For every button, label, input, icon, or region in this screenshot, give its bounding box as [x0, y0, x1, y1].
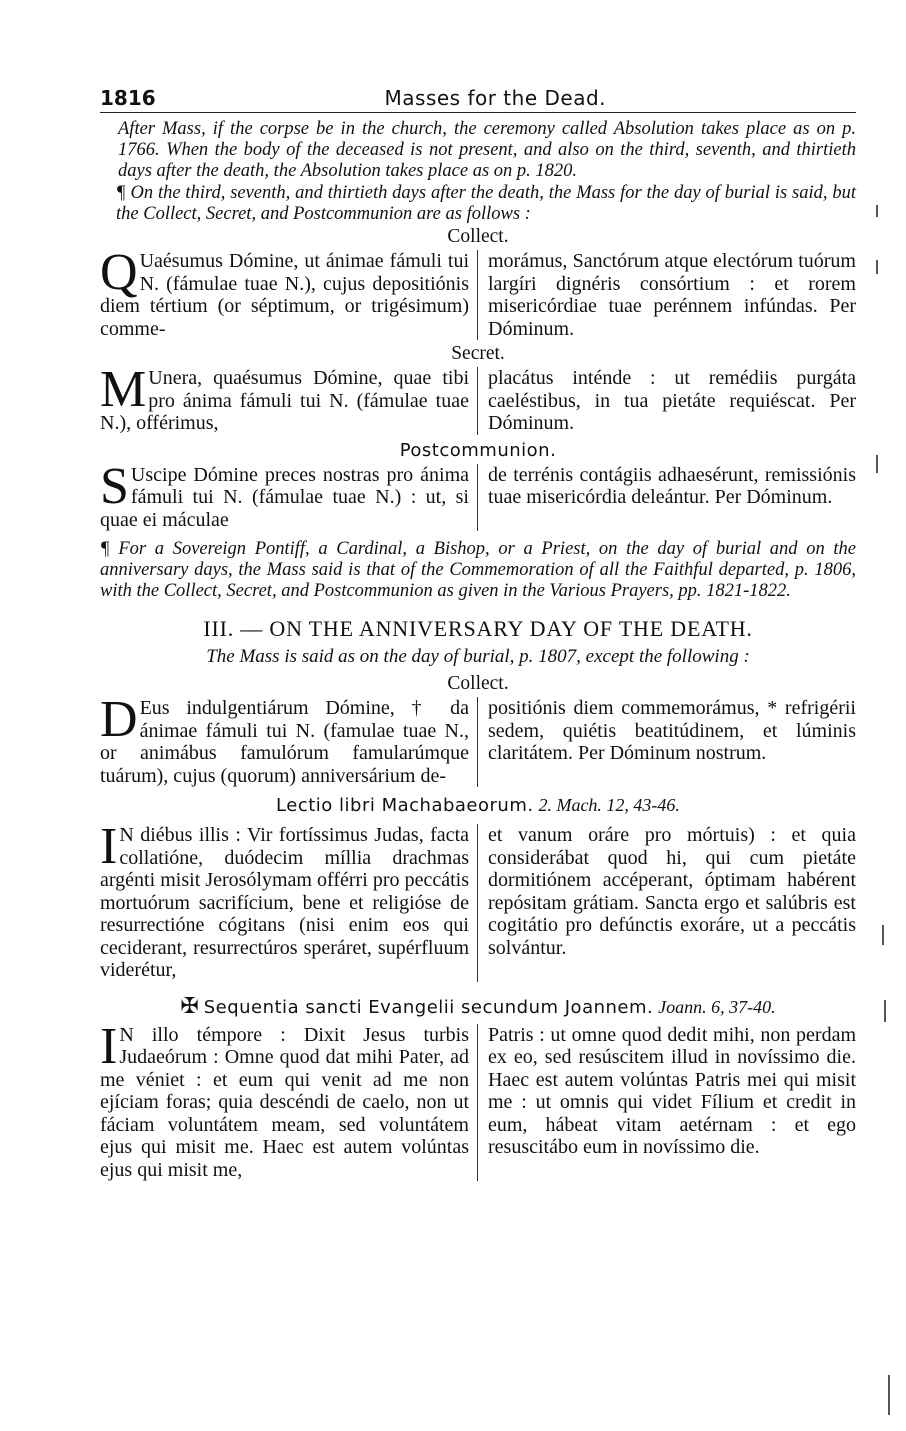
scan-margin-mark: [876, 455, 878, 473]
anniversary-collect-left-column: Eus indulgentiárum Dómine, † da ánimae fámuli tui N. (famulae tuae N., or animábus famulórum famularúmque tuárum), cujus (quorum) anniversárium de-: [100, 697, 469, 787]
drop-initial: I: [100, 1017, 118, 1075]
postcommunion-text: [100, 457, 856, 532]
drop-initial: Q: [100, 244, 138, 301]
collect-text: [100, 244, 856, 340]
drop-initial: I: [100, 818, 118, 875]
rubric-third-seventh-thirtieth: ¶ On the third, seventh, and thirtieth days after the death, the Mass for the day of burial is said, but the Collect, Secret, and Postcommunion are as follows :: [116, 183, 856, 224]
collect-heading: Collect.: [447, 226, 509, 247]
lesson-left-column: N diébus illis : Vir fortíssimus Judas, facta collatióne, duódecim míllia drachmas argénti misit Jerosólymam offérri pro peccátis mortuórum sacrifícium, bene et religióse de resurrectióne cógitans (nisi enim eos qui ceciderant, resurrectúros speráret, supérfluum viderétur,: [100, 824, 469, 981]
gospel-reference: Joann. 6, 37-40.: [658, 996, 776, 1017]
drop-initial: S: [100, 457, 129, 515]
gospel-heading: [100, 994, 856, 1020]
rubric-absolution: After Mass, if the corpse be in the church, the ceremony called Absolution takes place as on p. 1766. When the body of the deceased is not present, and also on the third, seventh, and thirtieth days after the death, the Absolution takes place as on p. 1820.: [118, 119, 856, 181]
scan-margin-mark: [876, 260, 878, 274]
lesson-title: Lectio libri Machabaeorum.: [276, 795, 534, 816]
page-header: [100, 80, 856, 113]
drop-initial: M: [100, 361, 147, 418]
gospel-right-column: Patris : ut omne quod dedit mihi, non perdam ex eo, sed resúscitem illud in novíssimo die. Haec est autem volúntas Patris mei qui misit me : ut omnis qui videt Fílium et credit in eum, hábeat vitam aetérnam : et ego resuscitábo eum in novíssimo die.: [488, 1023, 856, 1158]
page-number: 1816: [100, 86, 156, 110]
scan-margin-mark: [888, 1375, 890, 1415]
gospel-title: Sequentia sancti Evangelii secundum Joannem.: [203, 996, 654, 1018]
secret-heading: Secret.: [451, 343, 505, 364]
lesson-heading: [100, 793, 856, 818]
gospel-left-column: N illo témpore : Dixit Jesus turbis Judaeórum : Omne quod dat mihi Pater, ad me véniet : et eum qui venit ad me non ejíciam foras; quia descéndi de caelo, non ut fáciam voluntátem meam, sed voluntátem ejus qui misit me. Haec est autem volúntas ejus qui misit me,: [100, 1023, 469, 1181]
lesson-text: [100, 818, 856, 982]
rubric-sovereign-pontiff: ¶ For a Sovereign Pontiff, a Cardinal, a Bishop, or a Priest, on the day of burial and on the anniversary days, the Mass said is that of the Commemoration of all the Faithful departed, p. 1806, with the Collect, Secret, and Postcommunion as given in the Various Prayers, pp. 1821-1822.: [100, 539, 856, 601]
secret-text: [100, 361, 856, 435]
gospel-text: [100, 1017, 856, 1182]
section-title: III. — ON THE ANNIVERSARY DAY OF THE DEATH.: [203, 616, 753, 641]
scan-margin-mark: [876, 205, 878, 217]
anniversary-collect-right-column: positiónis diem commemorámus, * refrigérii sedem, quiétis beatitúdinem, et lúminis claritátem. Per Dóminum nostrum.: [488, 697, 856, 764]
missal-page: [100, 80, 856, 1181]
postcommunion-left-column: Uscipe Dómine preces nostras pro ánima fámuli tui N. (fámulae tuae N.) : ut, si quae ei máculae: [100, 463, 469, 531]
collect-right-column: morámus, Sanctórum atque electórum tuórum largíri dignéris consórtium : et rorem misericórdiae tuae perénnem infúndas. Per Dóminum.: [488, 250, 856, 340]
scan-margin-mark: [882, 925, 884, 945]
running-title: Masses for the Dead.: [384, 86, 606, 110]
secret-left-column: Unera, quaésumus Dómine, quae tibi pro ánima fámuli tui N. (fámulae tuae N.), offérimus,: [100, 367, 469, 434]
anniversary-collect-heading: Collect.: [447, 673, 509, 694]
anniversary-collect-text: [100, 691, 856, 787]
drop-initial: D: [100, 691, 138, 748]
lesson-right-column: et vanum oráre pro mórtuis) : et quia considerábat quod hi, qui cum pietáte dormitiónem accéperant, óptimam habérent repósitam grátiam. Sancta ergo et salúbris est cogitátio pro defúnctis exoráre, ut a peccátis solvántur.: [488, 824, 856, 959]
secret-right-column: placátus inténde : ut remédiis purgáta caeléstibus, in tua pietáte requiéscat. Per Dóminum.: [488, 367, 856, 434]
section-subtitle: The Mass is said as on the day of burial, p. 1807, except the following :: [206, 646, 750, 667]
scan-margin-mark: [884, 1000, 886, 1022]
postcommunion-heading: Postcommunion.: [399, 439, 557, 461]
postcommunion-right-column: de terrénis contágiis adhaesérunt, remissiónis tuae misericórdia deleántur. Per Dóminum.: [488, 463, 856, 508]
collect-left-column: Uaésumus Dómine, ut ánimae fámuli tui N. (fámulae tuae N.), cujus depositiónis diem tértium (or séptimum, or trigésimum) comme-: [100, 250, 469, 340]
cross-icon: ✠: [180, 992, 199, 1018]
lesson-reference: 2. Mach. 12, 43-46.: [538, 795, 680, 815]
